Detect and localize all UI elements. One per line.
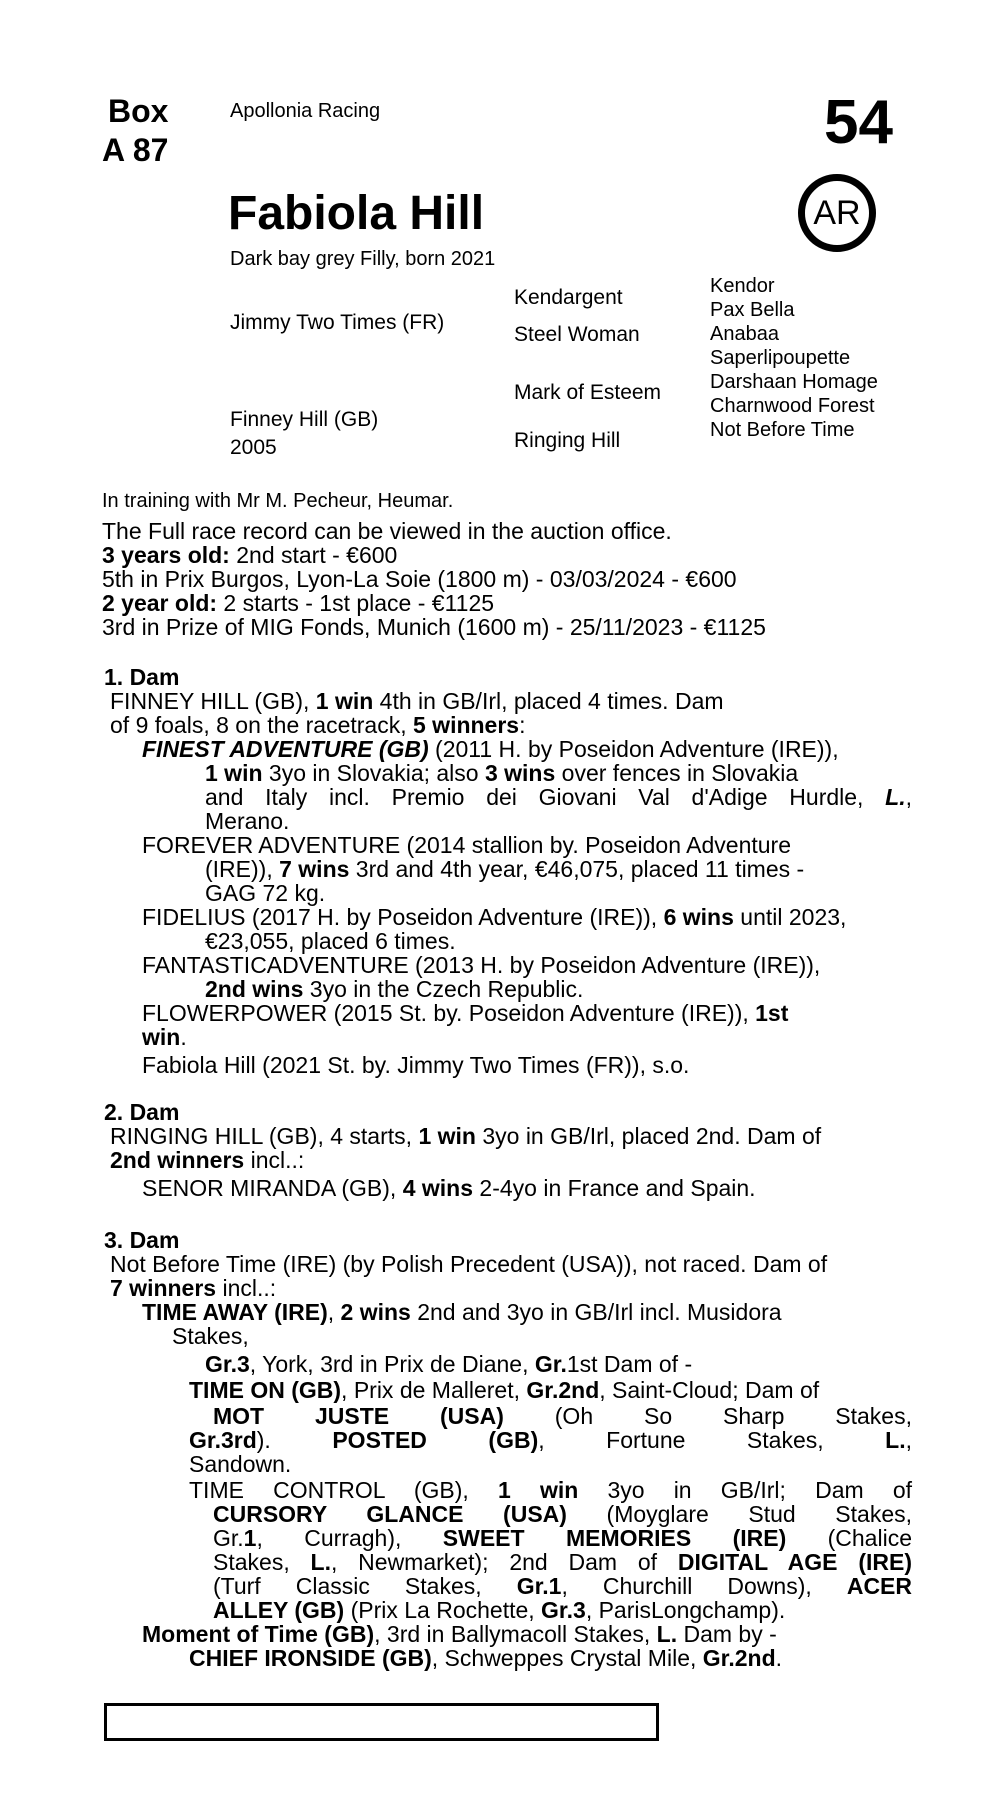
- horse-description: Dark bay grey Filly, born 2021: [230, 248, 496, 270]
- progeny-entry-cont: Merano.: [205, 808, 290, 834]
- progeny-entry: FANTASTICADVENTURE (2013 H. by Poseidon Adventure (IRE)),: [142, 952, 821, 978]
- progeny-entry: FINEST ADVENTURE (GB) (2011 H. by Poseidon Adventure (IRE)),: [142, 736, 839, 762]
- pedigree-ancestor: Pax Bella: [710, 299, 795, 321]
- race-record-3yo: 3 years old: 2nd start - €600: [102, 542, 398, 568]
- box-number: A 87: [102, 132, 169, 168]
- pedigree-ancestor: Not Before Time: [710, 419, 855, 441]
- descendant-entry-cont: CURSORY GLANCE (USA) (Moyglare Stud Stakes,: [213, 1501, 912, 1527]
- training-info: In training with Mr M. Pecheur, Heumar.: [102, 490, 454, 512]
- pedigree-ancestor: Darshaan Homage: [710, 371, 878, 393]
- pedigree-sire-sire: Kendargent: [514, 286, 623, 309]
- progeny-entry-cont: Stakes,: [172, 1323, 249, 1349]
- progeny-entry-cont: 1 win 3yo in Slovakia; also 3 wins over fences in Slovakia: [205, 760, 799, 786]
- pedigree-dam-dam: Ringing Hill: [514, 429, 621, 452]
- progeny-entry-cont: CHIEF IRONSIDE (GB), Schweppes Crystal Mile, Gr.2nd.: [189, 1645, 783, 1671]
- descendant-entry-cont: Gr.3rd). POSTED (GB), Fortune Stakes, L.,: [189, 1427, 912, 1453]
- progeny-entry-cont: win.: [142, 1024, 187, 1050]
- descendant-entry-cont: MOT JUSTE (USA) (Oh So Sharp Stakes,: [213, 1403, 912, 1429]
- race-record-2yo-detail: 3rd in Prize of MIG Fonds, Munich (1600 m) - 25/11/2023 - €1125: [102, 614, 766, 640]
- progeny-entry-cont: GAG 72 kg.: [205, 880, 326, 906]
- race-record: [102, 519, 766, 639]
- descendant-entry-cont: ALLEY (GB) (Prix La Rochette, Gr.3, ParisLongchamp).: [213, 1597, 786, 1623]
- progeny-entry: Fabiola Hill (2021 St. by. Jimmy Two Times (FR)), s.o.: [142, 1052, 690, 1078]
- progeny-entry: SENOR MIRANDA (GB), 4 wins 2-4yo in France and Spain.: [142, 1175, 756, 1201]
- progeny-entry-cont: and Italy incl. Premio dei Giovani Val d'Adige Hurdle, L.,: [205, 784, 912, 810]
- pedigree-sire-dam: Steel Woman: [514, 323, 640, 346]
- race-record-note: The Full race record can be viewed in the auction office.: [102, 518, 672, 544]
- lot-number: 54: [824, 88, 893, 157]
- progeny-entry: TIME AWAY (IRE), 2 wins 2nd and 3yo in GB/Irl incl. Musidora: [142, 1299, 782, 1325]
- descendant-entry: TIME ON (GB), Prix de Malleret, Gr.2nd, Saint-Cloud; Dam of: [189, 1377, 820, 1403]
- pedigree-third-gen: [710, 274, 878, 442]
- dam-1-section: [104, 665, 924, 1077]
- progeny-entry: FOREVER ADVENTURE (2014 stallion by. Poseidon Adventure: [142, 832, 791, 858]
- progeny-entry-cont: Gr.3, York, 3rd in Prix de Diane, Gr.1st Dam of -: [205, 1351, 693, 1377]
- pedigree-ancestor: Charnwood Forest: [710, 395, 875, 417]
- race-record-2yo: 2 year old: 2 starts - 1st place - €1125: [102, 590, 495, 616]
- dam-2-heading: 2. Dam: [104, 1099, 180, 1125]
- pedigree-dam-year: 2005: [230, 436, 277, 459]
- dam-3-heading: 3. Dam: [104, 1227, 180, 1253]
- pedigree-ancestor: Anabaa: [710, 323, 779, 345]
- pedigree-dam: Finney Hill (GB): [230, 408, 379, 431]
- descendant-entry-cont: Gr.1, Curragh), SWEET MEMORIES (IRE) (Chalice: [213, 1525, 912, 1551]
- race-record-3yo-detail: 5th in Prix Burgos, Lyon-La Soie (1800 m) - 03/03/2024 - €600: [102, 566, 737, 592]
- descendant-entry: TIME CONTROL (GB), 1 win 3yo in GB/Irl; Dam of: [189, 1477, 913, 1503]
- progeny-entry: FIDELIUS (2017 H. by Poseidon Adventure (IRE)), 6 wins until 2023,: [142, 904, 847, 930]
- progeny-entry-cont: (IRE)), 7 wins 3rd and 4th year, €46,075, placed 11 times -: [205, 856, 805, 882]
- pedigree-sire: Jimmy Two Times (FR): [230, 311, 445, 334]
- descendant-entry-cont: Stakes, L., Newmarket); 2nd Dam of DIGITAL AGE (IRE): [213, 1549, 912, 1575]
- pedigree-ancestor: Saperlipoupette: [710, 347, 851, 369]
- notes-box: [104, 1703, 659, 1741]
- dam-2-section: [104, 1100, 924, 1200]
- consignor-badge: AR: [798, 174, 876, 252]
- dam-1-heading: 1. Dam: [104, 664, 180, 690]
- progeny-entry: FLOWERPOWER (2015 St. by. Poseidon Adventure (IRE)), 1st: [142, 1000, 789, 1026]
- consignor: Apollonia Racing: [230, 100, 381, 122]
- progeny-entry: Moment of Time (GB), 3rd in Ballymacoll Stakes, L. Dam by -: [142, 1621, 777, 1647]
- descendant-entry-cont: (Turf Classic Stakes, Gr.1, Churchill Downs), ACER: [213, 1573, 912, 1599]
- dam-3-section: [104, 1228, 924, 1670]
- dam-2-summary: RINGING HILL (GB), 4 starts, 1 win 3yo in GB/Irl, placed 2nd. Dam of: [110, 1123, 822, 1149]
- dam-3-summary-cont: 7 winners incl..:: [110, 1275, 277, 1301]
- dam-2-summary-cont: 2nd winners incl..:: [110, 1147, 305, 1173]
- descendant-entry-cont: Sandown.: [189, 1451, 292, 1477]
- progeny-entry-cont: €23,055, placed 6 times.: [205, 928, 456, 954]
- horse-name: Fabiola Hill: [228, 187, 485, 240]
- dam-1-summary: FINNEY HILL (GB), 1 win 4th in GB/Irl, placed 4 times. Dam: [110, 688, 724, 714]
- progeny-entry-cont: 2nd wins 3yo in the Czech Republic.: [205, 976, 584, 1002]
- pedigree-dam-sire: Mark of Esteem: [514, 381, 662, 404]
- pedigree-ancestor: Kendor: [710, 275, 775, 297]
- dam-1-summary-cont: of 9 foals, 8 on the racetrack, 5 winners:: [110, 712, 526, 738]
- dam-3-summary: Not Before Time (IRE) (by Polish Precedent (USA)), not raced. Dam of: [110, 1251, 828, 1277]
- box-label: Box: [108, 93, 169, 129]
